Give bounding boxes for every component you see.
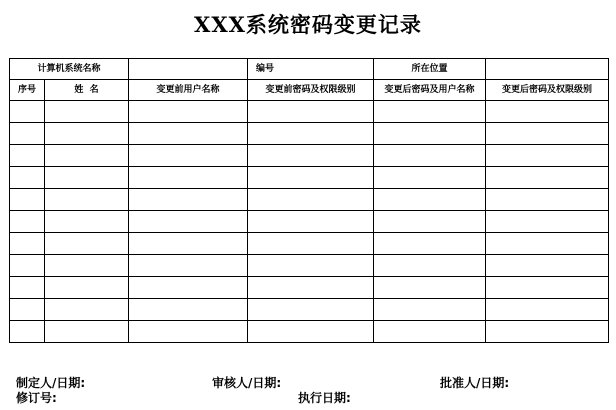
- table-row: [10, 321, 609, 343]
- system-name-field[interactable]: [129, 59, 248, 80]
- table-cell[interactable]: [486, 233, 609, 255]
- table-cell[interactable]: [129, 211, 248, 233]
- column-header: 变更前用户名称: [129, 80, 248, 101]
- table-cell[interactable]: [45, 189, 129, 211]
- table-cell[interactable]: [248, 277, 374, 299]
- table-cell[interactable]: [486, 277, 609, 299]
- system-name-label: 计算机系统名称: [10, 59, 129, 80]
- table-cell[interactable]: [486, 189, 609, 211]
- table-cell[interactable]: [10, 321, 45, 343]
- table-cell[interactable]: [10, 255, 45, 277]
- table-cell[interactable]: [129, 277, 248, 299]
- approved-by-label: 批准人/日期:: [440, 376, 510, 390]
- prepared-by-label: 制定人/日期:: [16, 376, 86, 390]
- table-row: [10, 211, 609, 233]
- table-cell[interactable]: [374, 233, 486, 255]
- table-cell[interactable]: [374, 189, 486, 211]
- table-cell[interactable]: [129, 189, 248, 211]
- table-cell[interactable]: [374, 211, 486, 233]
- table-cell[interactable]: [486, 145, 609, 167]
- table-row: [10, 277, 609, 299]
- revision-number-label: 修订号:: [16, 391, 57, 405]
- table-cell[interactable]: [10, 123, 45, 145]
- table-cell[interactable]: [45, 101, 129, 123]
- table-row: [10, 299, 609, 321]
- table-row: [10, 123, 609, 145]
- table-cell[interactable]: [129, 255, 248, 277]
- info-row: [10, 59, 609, 80]
- table-cell[interactable]: [486, 167, 609, 189]
- table-cell[interactable]: [10, 167, 45, 189]
- table-cell[interactable]: [248, 145, 374, 167]
- table-cell[interactable]: [129, 321, 248, 343]
- table-cell[interactable]: [129, 167, 248, 189]
- table-cell[interactable]: [45, 123, 129, 145]
- table-cell[interactable]: [10, 277, 45, 299]
- table-cell[interactable]: [45, 167, 129, 189]
- execution-date-label: 执行日期:: [298, 391, 351, 405]
- table-cell[interactable]: [374, 123, 486, 145]
- table-cell[interactable]: [486, 211, 609, 233]
- table-cell[interactable]: [248, 299, 374, 321]
- table-cell[interactable]: [248, 189, 374, 211]
- document-title: XXX系统密码变更记录: [194, 12, 422, 37]
- table-cell[interactable]: [248, 101, 374, 123]
- table-cell[interactable]: [374, 101, 486, 123]
- column-header: 变更后密码及用户名称: [374, 80, 486, 101]
- table-cell[interactable]: [45, 233, 129, 255]
- table-cell[interactable]: [45, 255, 129, 277]
- table-cell[interactable]: [129, 299, 248, 321]
- location-field[interactable]: [486, 59, 609, 80]
- table-cell[interactable]: [248, 211, 374, 233]
- table-cell[interactable]: [45, 277, 129, 299]
- table-row: [10, 101, 609, 123]
- table-cell[interactable]: [374, 145, 486, 167]
- table-cell[interactable]: [10, 233, 45, 255]
- table-cell[interactable]: [10, 101, 45, 123]
- table-row: [10, 167, 609, 189]
- table-cell[interactable]: [486, 299, 609, 321]
- table-cell[interactable]: [486, 321, 609, 343]
- column-header: 序号: [10, 80, 45, 101]
- table-row: [10, 189, 609, 211]
- table-cell[interactable]: [45, 321, 129, 343]
- table-cell[interactable]: [129, 233, 248, 255]
- table-cell[interactable]: [374, 255, 486, 277]
- table-cell[interactable]: [248, 167, 374, 189]
- table-cell[interactable]: [129, 123, 248, 145]
- table-cell[interactable]: [248, 255, 374, 277]
- table-cell[interactable]: [486, 255, 609, 277]
- table-cell[interactable]: [10, 189, 45, 211]
- table-cell[interactable]: [45, 211, 129, 233]
- table-cell[interactable]: [486, 101, 609, 123]
- table-cell[interactable]: [45, 299, 129, 321]
- column-header: 姓 名: [45, 80, 129, 101]
- table-cell[interactable]: [10, 211, 45, 233]
- table-cell[interactable]: [248, 123, 374, 145]
- table-cell[interactable]: [248, 321, 374, 343]
- table-cell[interactable]: [486, 123, 609, 145]
- table-row: [10, 255, 609, 277]
- number-label: 编号: [256, 64, 275, 74]
- table-cell[interactable]: [374, 167, 486, 189]
- table-header-row: [10, 80, 609, 101]
- column-header: 变更后密码及权限级别: [486, 80, 609, 101]
- table-row: [10, 233, 609, 255]
- table-cell[interactable]: [10, 145, 45, 167]
- location-label: 所在位置: [374, 59, 486, 80]
- table-cell[interactable]: [10, 299, 45, 321]
- table-cell[interactable]: [129, 101, 248, 123]
- table-cell[interactable]: [374, 277, 486, 299]
- table-cell[interactable]: [129, 145, 248, 167]
- table-cell[interactable]: [45, 145, 129, 167]
- password-change-table: [9, 58, 609, 343]
- table-cell[interactable]: [374, 321, 486, 343]
- column-header: 变更前密码及权限级别: [248, 80, 374, 101]
- table-row: [10, 145, 609, 167]
- reviewed-by-label: 审核人/日期:: [212, 376, 282, 390]
- table-cell[interactable]: [248, 233, 374, 255]
- table-cell[interactable]: [374, 299, 486, 321]
